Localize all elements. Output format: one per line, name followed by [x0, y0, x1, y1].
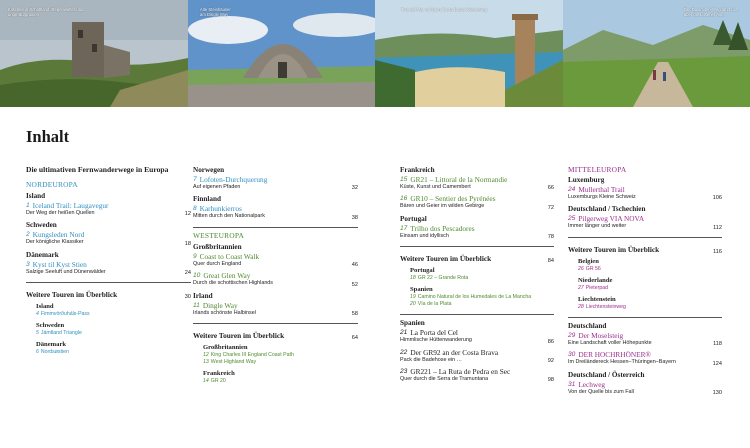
page-number: 86 — [547, 338, 554, 345]
section-label: Weitere Touren im Überblick — [26, 290, 118, 300]
entry-subtitle: Eine Landschaft voller Höhepunkte — [568, 339, 652, 346]
sub-tour-name: Camino Natural de los Humedales de La Mancha — [417, 294, 532, 301]
sub-tour-name: King Charles III England Coast Path — [210, 352, 294, 359]
page-number: 112 — [713, 224, 722, 231]
weitere-touren-heading[interactable] — [400, 254, 554, 264]
entry-title-line — [400, 224, 554, 233]
page-number: 84 — [547, 258, 554, 265]
entry-title: GR221 – La Ruta de Pedra en Sec — [410, 367, 511, 377]
entry-title-line — [26, 260, 191, 269]
sub-tour-number: 13 — [203, 359, 209, 366]
sub-tour-item[interactable] — [578, 266, 722, 273]
sub-tour-item[interactable] — [578, 285, 722, 292]
entry-title-line — [568, 214, 722, 223]
page-number: 98 — [547, 377, 554, 384]
entry-title: Kyst til Kyst Stien — [32, 259, 87, 269]
region-heading: MITTELEUROPA — [568, 165, 627, 174]
entry-number: 8 — [193, 205, 197, 213]
country-heading: Schweden — [26, 221, 57, 230]
toc-entry[interactable] — [568, 350, 722, 366]
sub-tour-item[interactable] — [203, 378, 358, 385]
entry-number: 3 — [26, 260, 30, 268]
toc-entry[interactable] — [193, 271, 358, 287]
sub-country: Spanien — [410, 286, 433, 294]
entry-title-line — [193, 252, 358, 261]
country-heading: Deutschland — [568, 321, 607, 330]
page-number: 66 — [547, 185, 554, 192]
entry-subtitle: Salzige Seeluft und Dünenwälder — [26, 268, 106, 275]
sub-tour-number: 28 — [578, 303, 584, 310]
toc-entry[interactable] — [400, 328, 554, 344]
entry-subtitle: Durch die schottischen Highlands — [193, 280, 274, 287]
entry-title: Pilgerweg VIA NOVA — [578, 214, 645, 224]
entry-number: 15 — [400, 176, 408, 183]
entry-title-line — [193, 175, 358, 184]
entry-subtitle: Luxemburgs Kleine Schweiz — [568, 194, 636, 200]
entry-title-line — [26, 201, 191, 210]
photo-caption: Alte Steinhäuser am Dingle Way — [200, 7, 231, 18]
entry-number: 7 — [193, 176, 197, 183]
sub-tour-number: 18 — [410, 275, 416, 282]
toc-entry[interactable] — [568, 185, 722, 201]
country-heading: Frankreich — [400, 166, 435, 174]
sub-tour-number: 20 — [410, 301, 416, 308]
entry-number: 22 — [400, 348, 408, 356]
toc-entry[interactable] — [400, 194, 554, 210]
weitere-touren-heading[interactable] — [568, 245, 722, 255]
entry-title: Karhunkierros — [199, 204, 242, 214]
sub-tour-item[interactable] — [203, 359, 358, 366]
toc-entry[interactable] — [568, 380, 722, 396]
page-number: 64 — [351, 335, 358, 342]
country-heading: Deutschland / Österreich — [568, 370, 645, 379]
entry-subtitle: Der königliche Klassiker — [26, 239, 84, 246]
page-number: 52 — [351, 281, 358, 288]
country-heading: Portugal — [400, 214, 427, 223]
page-number: 118 — [713, 341, 722, 348]
toc-entry[interactable] — [400, 224, 554, 240]
entry-subtitle: Quer durch die Serra de Tramuntana — [400, 376, 489, 383]
section-label: Weitere Touren im Überblick — [193, 331, 285, 341]
alpine-meadow-photo — [563, 0, 750, 107]
sub-country: Dänemark — [36, 341, 67, 349]
page-number: 106 — [712, 195, 722, 202]
entry-title-line — [26, 230, 191, 239]
photo-caption: Klischee in Schottland: Regenwetter und urige Burgruinen — [8, 7, 84, 18]
sub-tour-name: Pieterpad — [585, 284, 608, 291]
entry-subtitle: Quer durch England — [193, 260, 242, 267]
entry-title: Kungsleden Nord — [32, 230, 85, 240]
entry-title: Coast to Coast Walk — [199, 251, 260, 261]
country-heading: Island — [26, 192, 46, 200]
stone-hut-photo — [188, 0, 375, 107]
entry-title-line — [400, 328, 554, 337]
page-title: Inhalt — [26, 127, 70, 146]
sub-tour-number: 19 — [410, 294, 416, 301]
entry-subtitle: Von der Quelle bis zum Fall — [568, 388, 634, 395]
page-number: 32 — [351, 185, 358, 192]
sub-country: Portugal — [410, 267, 435, 275]
entry-subtitle: Mitten durch den Nationalpark — [193, 213, 265, 220]
entry-subtitle: Pack die Badehose ein … — [400, 356, 463, 363]
sub-tour-name: Liechtensteinweg — [585, 303, 626, 310]
entry-title-line — [568, 380, 722, 389]
entry-title: GR10 – Sentier des Pyrénées — [410, 194, 496, 204]
sub-tour-number: 26 — [578, 265, 584, 272]
sub-tour-number: 12 — [203, 352, 209, 359]
entry-subtitle: Bären und Geier im wilden Gebirge — [400, 203, 485, 210]
sub-tour-item[interactable] — [410, 301, 554, 308]
page-number: 18 — [184, 240, 191, 247]
entry-subtitle: Im Dreiländereck Hessen–Thüringen–Bayern — [568, 359, 676, 366]
country-heading: Norwegen — [193, 166, 225, 174]
toc-entry[interactable] — [400, 348, 554, 364]
page-number: 92 — [547, 358, 554, 365]
sub-tour-number: 14 — [203, 378, 209, 385]
entry-number: 11 — [193, 301, 200, 309]
toc-column-4 — [568, 165, 722, 399]
country-heading: Spanien — [400, 319, 425, 328]
entry-title: Dingle Way — [202, 300, 238, 310]
sub-country: Großbritannien — [203, 344, 248, 352]
sub-tour-number: 27 — [578, 284, 584, 291]
country-heading: Irland — [193, 291, 213, 300]
country-heading: Deutschland / Tschechien — [568, 205, 646, 214]
entry-subtitle: Immer länger und weiter — [568, 223, 627, 230]
sub-tour-item[interactable] — [36, 330, 191, 337]
entry-title: DER HOCHRHÖNER® — [578, 350, 651, 360]
entry-number: 31 — [568, 380, 576, 388]
entry-number: 29 — [568, 331, 576, 339]
sub-country: Belgien — [578, 257, 599, 265]
country-heading: Luxemburg — [568, 176, 605, 184]
entry-subtitle: Der Weg der heißen Quellen — [26, 210, 95, 216]
entry-subtitle: Irlands schönste Halbinsel — [193, 309, 256, 316]
entry-title-line — [400, 348, 554, 357]
entry-number: 17 — [400, 224, 408, 232]
entry-title-line — [568, 350, 722, 359]
entry-title: La Porta del Cel — [410, 328, 458, 338]
section-label: Weitere Touren im Überblick — [400, 254, 492, 264]
toc-entry[interactable] — [193, 175, 358, 191]
sub-tour-name: Vía de la Plata — [417, 301, 452, 308]
page-number: 58 — [351, 311, 358, 318]
entry-number: 10 — [193, 272, 201, 280]
sub-tour-number: 5 — [36, 330, 39, 337]
intro-heading: Die ultimativen Fernwanderwege in Europa — [26, 165, 169, 174]
entry-title: Lofoten-Durchquerung — [199, 175, 268, 184]
sub-tour-name: Fimmvörðuháls-Pass — [40, 311, 90, 318]
sub-tour-item[interactable] — [36, 311, 191, 318]
photo-caption: Der Dolomiten-Weg führt uns über die Lüsener Alm. — [683, 7, 738, 18]
sub-tour-item[interactable] — [36, 349, 191, 356]
entry-subtitle: Einsam und idyllisch — [400, 232, 449, 239]
entry-title: Lechweg — [578, 379, 606, 389]
page-number: 24 — [184, 270, 191, 277]
toc-column-3 — [400, 165, 554, 386]
entry-number: 2 — [26, 231, 30, 239]
sub-country: Liechtenstein — [578, 295, 616, 303]
sub-tour-number: 6 — [36, 349, 39, 356]
page-number: 46 — [351, 262, 358, 269]
entry-title: Great Glen Way — [203, 271, 251, 281]
entry-number: 21 — [400, 329, 408, 337]
entry-title: GR21 – Littoral de la Normandie — [410, 175, 508, 184]
sub-tour-item[interactable] — [410, 275, 554, 282]
entry-title-line — [400, 175, 554, 184]
sub-tour-name: Nordsøstien — [40, 349, 69, 356]
page-number: 130 — [712, 390, 722, 397]
sub-country: Frankreich — [203, 370, 235, 378]
sub-tour-item[interactable] — [410, 294, 554, 301]
entry-title-line — [568, 331, 722, 340]
region-heading: WESTEUROPA — [193, 230, 245, 240]
sub-tour-item[interactable] — [578, 304, 722, 311]
toc-entry[interactable] — [26, 230, 191, 246]
country-heading: Finnland — [193, 195, 221, 204]
toc-entry[interactable] — [400, 175, 554, 191]
page-number: 72 — [547, 204, 554, 211]
page-number: 116 — [713, 248, 722, 255]
entry-number: 24 — [568, 186, 576, 193]
sub-tour-name: West Highland Way — [210, 359, 257, 366]
photo-strip — [0, 0, 750, 107]
toc-entry[interactable] — [400, 367, 554, 383]
entry-subtitle: Himmlische Hüttenwanderung — [400, 337, 472, 344]
entry-title: Der Moselsteig — [578, 330, 624, 340]
entry-number: 25 — [568, 215, 576, 223]
toc-entry[interactable] — [193, 301, 358, 317]
sub-country: Schweden — [36, 322, 65, 330]
toc-column-2 — [193, 165, 358, 388]
entry-title: Iceland Trail: Laugavegur — [32, 201, 109, 210]
entry-subtitle: Auf eigenen Pfaden — [193, 184, 241, 190]
page-number: 78 — [547, 234, 554, 241]
weitere-touren-heading[interactable] — [26, 290, 191, 300]
toc-entry[interactable] — [568, 331, 722, 347]
page-number: 124 — [712, 360, 722, 367]
sub-tour-item[interactable] — [203, 352, 358, 359]
entry-number: 23 — [400, 368, 408, 376]
toc-entry[interactable] — [193, 204, 358, 220]
entry-title: Mullerthal Trail — [578, 185, 625, 194]
toc-entry[interactable] — [193, 252, 358, 268]
page-number: 12 — [184, 211, 191, 218]
coast-tower-photo — [375, 0, 563, 107]
toc-entry[interactable] — [26, 260, 191, 276]
page-number: 38 — [351, 214, 358, 221]
sub-tour-number: 4 — [36, 311, 39, 318]
toc-entry[interactable] — [568, 214, 722, 230]
toc-column-1 — [26, 165, 191, 359]
region-heading: NORDEUROPA — [26, 180, 78, 189]
entry-title-line — [400, 194, 554, 203]
entry-title: Trilho dos Pescadores — [410, 223, 475, 233]
entry-number: 9 — [193, 252, 197, 260]
entry-title-line — [400, 367, 554, 376]
sub-tour-name: GR 22 – Grande Rota — [417, 275, 469, 282]
country-heading: Großbritannien — [193, 242, 242, 251]
entry-title: Der GR92 an der Costa Brava — [410, 347, 499, 357]
photo-caption: Tore del Mar auf dem Costa-Brava-Küstenweg — [401, 7, 488, 12]
toc-entry[interactable] — [26, 201, 191, 217]
sub-tour-name: GR 20 — [210, 378, 226, 385]
entry-number: 30 — [568, 351, 576, 359]
section-label: Weitere Touren im Überblick — [568, 244, 660, 254]
entry-number: 1 — [26, 202, 30, 209]
sub-tour-name: GR 56 — [585, 265, 601, 272]
page-number: 30 — [184, 294, 191, 301]
entry-subtitle: Küste, Kunst und Camembert — [400, 184, 471, 190]
sub-tour-name: Jämtland Triangle — [40, 330, 82, 337]
entry-number: 16 — [400, 195, 408, 203]
entry-title-line — [568, 185, 722, 194]
country-heading: Dänemark — [26, 250, 59, 259]
entry-title-line — [193, 204, 358, 213]
sub-country: Island — [36, 303, 54, 311]
entry-title-line — [193, 271, 358, 280]
entry-title-line — [193, 301, 358, 310]
weitere-touren-heading[interactable] — [193, 331, 358, 341]
castle-ruin-photo — [0, 0, 188, 107]
sub-country: Niederlande — [578, 276, 613, 284]
